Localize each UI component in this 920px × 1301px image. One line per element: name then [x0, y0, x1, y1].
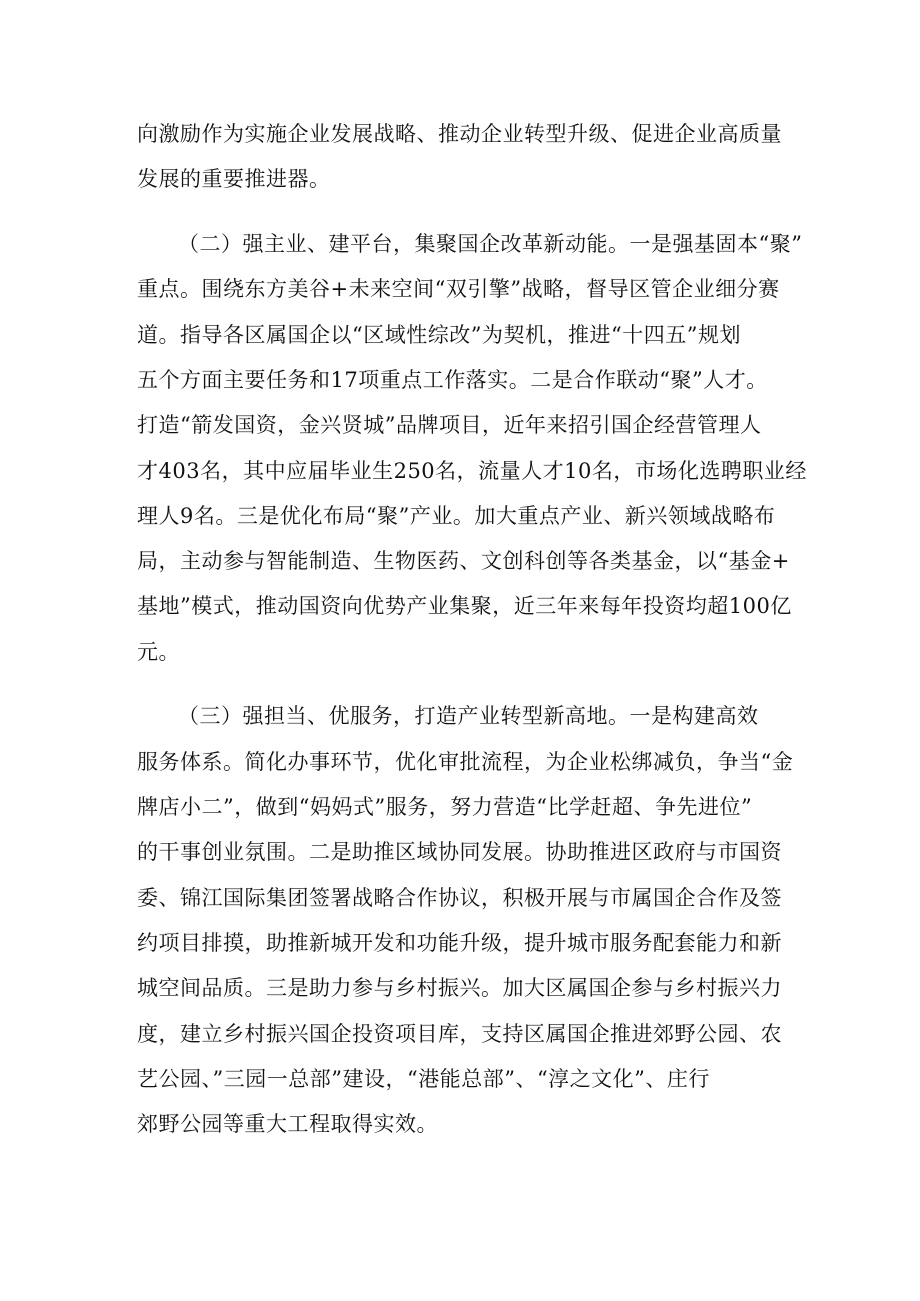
text-line: 约项目排摸，助推新城开发和功能升级，提升城市服务配套能力和新 — [137, 931, 782, 955]
text-line: 的干事创业氛围。二是助推区域协同发展。协助推进区政府与市国资 — [137, 840, 782, 864]
text-line: 向激励作为实施企业发展战略、推动企业转型升级、促进企业高质量 — [137, 122, 782, 146]
text-line: 重点。围绕东方美谷+未来空间“双引擎”战略，督导区管企业细分赛 — [137, 277, 780, 301]
text-line: 服务体系。简化办事环节，优化审批流程，为企业松绑减负，争当“金 — [137, 750, 794, 774]
text-line: 五个方面主要任务和17项重点工作落实。二是合作联动“聚”人才。 — [137, 368, 768, 392]
text-line: 城空间品质。三是助力参与乡村振兴。加大区属国企参与乡村振兴力 — [137, 976, 782, 1000]
text-line: 委、锦江国际集团签署战略合作协议，积极开展与市属国企合作及签 — [137, 886, 782, 910]
text-line: 基地”模式，推动国资向优势产业集聚，近三年来每年投资均超100亿 — [137, 594, 792, 618]
text-line: 元。 — [137, 640, 180, 664]
text-line: 度，建立乡村振兴国企投资项目库，支持区属国企推进郊野公园、农 — [137, 1022, 782, 1046]
text-line: 牌店小二”，做到“妈妈式”服务，努力营造“比学赶超、争先进位” — [137, 795, 753, 819]
text-line: （二）强主业、建平台，集聚国企改革新动能。一是强基固本“聚” — [178, 232, 803, 256]
text-line: 局，主动参与智能制造、生物医药、文创科创等各类基金，以“基金+ — [137, 549, 790, 573]
text-line: 发展的重要推进器。 — [137, 167, 331, 191]
text-line: 郊野公园等重大工程取得实效。 — [137, 1112, 438, 1136]
text-line: 理人9名。三是优化布局“聚”产业。加大重点产业、新兴领域战略布 — [137, 504, 776, 528]
text-line: 打造“箭发国资，金兴贤城”品牌项目，近年来招引国企经营管理人 — [137, 413, 762, 437]
text-line: 艺公园、”三园一总部”建设，“港能总部”、“淳之文化”、庄行 — [137, 1067, 710, 1091]
text-line: 道。指导各区属国企以“区域性综改”为契机，推进“十四五”规划 — [137, 323, 741, 347]
text-line: 才403名，其中应届毕业生250名，流量人才10名，市场化选聘职业经 — [137, 459, 807, 483]
text-line: （三）强担当、优服务，打造产业转型新高地。一是构建高效 — [178, 704, 759, 728]
